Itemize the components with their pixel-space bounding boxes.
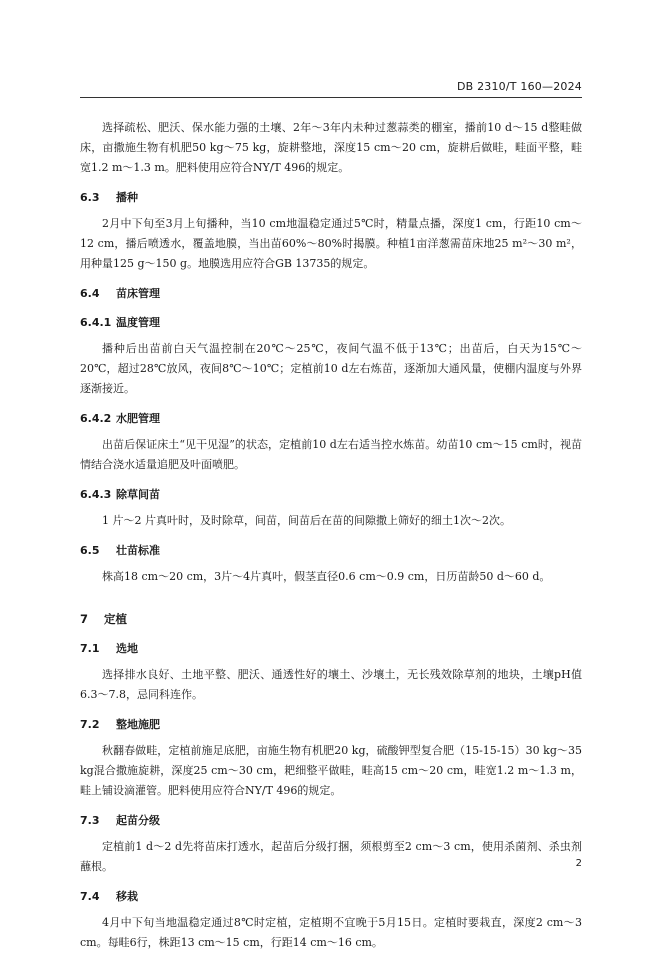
- paragraph-6-3: 2月中下旬至3月上旬播种，当10 cm地温稳定通过5℃时，精量点播，深度1 cm，行距10 cm～12 cm，播后喷透水，覆盖地膜，当出苗60%～80%时揭膜。种植1亩洋葱需苗床地25 m²～30 m²，用种量125 g～150 g。地膜选用应符合GB 13735的规定。: [80, 217, 582, 270]
- document-body: [80, 118, 582, 953]
- heading-7: [80, 609, 582, 629]
- heading-6-4-1: [80, 314, 582, 332]
- section-title: 温度管理: [116, 316, 160, 329]
- section-title: 苗床管理: [116, 287, 160, 300]
- section-number: 7.2: [80, 718, 100, 731]
- section-title: 整地施肥: [116, 718, 160, 731]
- section-number: 6.4.3: [80, 488, 112, 501]
- heading-6-4-3: [80, 486, 582, 504]
- section-number: 6.4.2: [80, 412, 112, 425]
- paragraph-7-2: 秋翻春做畦，定植前施足底肥，亩施生物有机肥20 kg，硫酸钾型复合肥（15-15-15）30 kg～35 kg混合撒施旋耕，深度25 cm～30 cm，耙细整平做畦，畦高15 cm～20 cm，畦宽1.2 m～1.3 m，畦上铺设滴灌管。肥料使用应符合NY/T 496的规定。: [80, 744, 582, 797]
- section-number: 7: [80, 612, 89, 626]
- section-title: 定植: [104, 612, 127, 626]
- header-rule: [80, 97, 582, 98]
- paragraph-6-4-1: 播种后出苗前白天气温控制在20℃～25℃，夜间气温不低于13℃；出苗后，白天为15℃～20℃，超过28℃放风，夜间8℃～10℃；定植前10 d左右炼苗，逐渐加大通风量，使棚内温度与外界逐渐接近。: [80, 342, 582, 395]
- heading-7-2: [80, 716, 582, 734]
- heading-7-3: [80, 812, 582, 830]
- document-id: DB 2310/T 160—2024: [456, 80, 582, 93]
- section-title: 起苗分级: [116, 814, 160, 827]
- heading-6-3: [80, 189, 582, 207]
- section-number: 7.1: [80, 642, 100, 655]
- page-number: 2: [575, 858, 582, 869]
- section-number: 7.4: [80, 890, 100, 903]
- paragraph-7-1: 选择排水良好、土地平整、肥沃、通透性好的壤土、沙壤土，无长残效除草剂的地块，土壤pH值6.3～7.8，忌同科连作。: [80, 668, 582, 701]
- section-number: 6.5: [80, 544, 100, 557]
- section-number: 6.3: [80, 191, 100, 204]
- section-title: 移栽: [116, 890, 138, 903]
- heading-6-4: [80, 285, 582, 303]
- section-title: 水肥管理: [116, 412, 160, 425]
- heading-6-5: [80, 542, 582, 560]
- section-title: 播种: [116, 191, 138, 204]
- heading-7-1: [80, 640, 582, 658]
- paragraph-6-4-3: 1 片～2 片真叶时，及时除草，间苗，间苗后在苗的间隙撒上筛好的细土1次～2次。: [102, 514, 511, 527]
- paragraph-7-3: 定植前1 d～2 d先将苗床打透水，起苗后分级打捆，须根剪至2 cm～3 cm，使用杀菌剂、杀虫剂蘸根。: [80, 840, 582, 873]
- section-title: 选地: [116, 642, 138, 655]
- heading-7-4: [80, 888, 582, 906]
- section-title: 壮苗标准: [116, 544, 160, 557]
- section-number: 6.4: [80, 287, 100, 300]
- intro-paragraph: 选择疏松、肥沃、保水能力强的土壤、2年～3年内未种过葱蒜类的棚室，播前10 d～15 d整畦做床，亩撒施生物有机肥50 kg～75 kg，旋耕整地，深度15 cm～20 cm，旋耕后做畦，畦面平整，畦宽1.2 m～1.3 m。肥料使用应符合NY/T 496的规定。: [80, 121, 582, 174]
- paragraph-6-5: 株高18 cm～20 cm，3片～4片真叶，假茎直径0.6 cm～0.9 cm，日历苗龄50 d～60 d。: [102, 570, 551, 583]
- heading-6-4-2: [80, 410, 582, 428]
- paragraph-7-4: 4月中下旬当地温稳定通过8℃时定植，定植期不宜晚于5月15日。定植时要栽直，深度2 cm～3 cm。每畦6行，株距13 cm～15 cm，行距14 cm～16 cm。: [80, 916, 582, 949]
- paragraph-6-4-2: 出苗后保证床土“见干见湿”的状态，定植前10 d左右适当控水炼苗。幼苗10 cm～15 cm时，视苗情结合浇水适量追肥及叶面喷肥。: [80, 438, 582, 471]
- section-number: 6.4.1: [80, 316, 112, 329]
- section-title: 除草间苗: [116, 488, 160, 501]
- section-number: 7.3: [80, 814, 100, 827]
